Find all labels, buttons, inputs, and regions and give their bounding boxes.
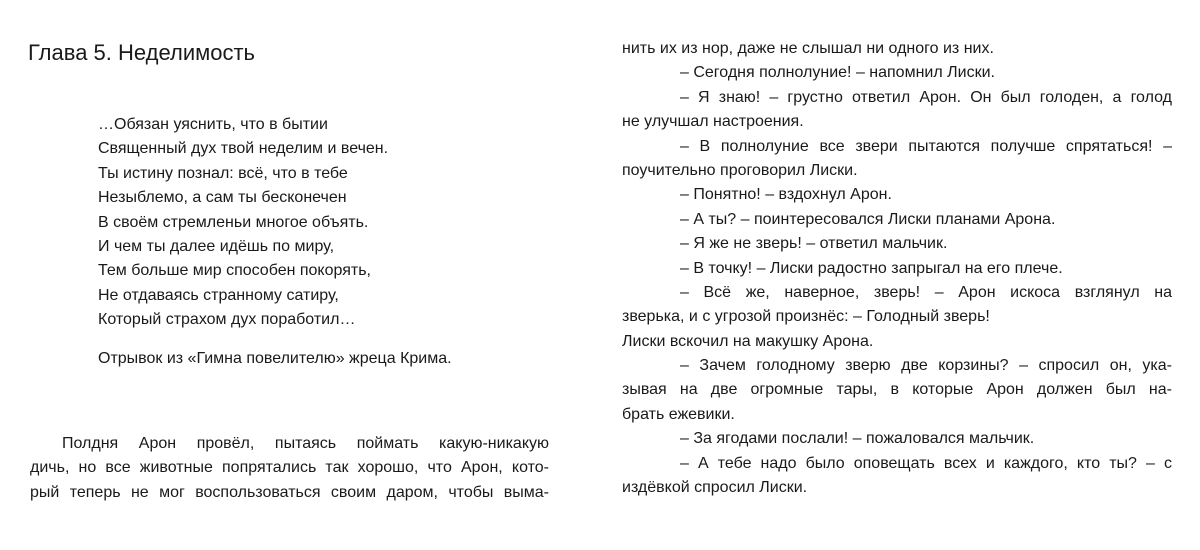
text-line: зверька, и с угрозой произнёс: – Голодный зверь! [622,308,990,326]
text-line: – Сегодня полнолуние! – напомнил Лиски. [680,64,995,82]
text-line: – Всё же, наверное, зверь! – Арон искоса взглянул на [680,283,1172,301]
text-line: Лиски вскочил на макушку Арона. [622,332,874,350]
text-line: издёвкой спросил Лиски. [622,479,808,497]
text-line: – Я же не зверь! – ответил мальчик. [680,235,948,253]
epigraph-line: И чем ты далее идёшь по миру, [98,237,335,255]
epigraph-source: Отрывок из «Гимна повелителю» жреца Крима. [98,350,452,367]
text-line: нить их из нор, даже не слышал ни одного из них. [622,40,994,57]
epigraph [98,113,388,333]
text-line: не улучшал настроения. [622,113,804,131]
epigraph-line: Незыблемо, а сам ты бесконечен [98,189,347,207]
epigraph-line: В своём стремленьи многое объять. [98,213,369,231]
text-line: брать ежевики. [622,405,735,423]
prose-line: рый теперь не мог воспользоваться своим даром, чтобы выма- [30,483,549,501]
right-page [600,0,1200,550]
text-line: – В полнолуние все звери пытаются получше спрятаться! – [680,137,1172,155]
prose-paragraph [30,432,549,505]
text-line: – Понятно! – вздохнул Арон. [680,186,892,204]
text-line: зывая на две огромные тары, в которые Арон должен был на- [622,381,1172,399]
epigraph-line: Который страхом дух поработил… [98,311,356,329]
text-line: поучительно проговорил Лиски. [622,161,858,179]
text-line: – Я знаю! – грустно ответил Арон. Он был голоден, а голод [680,88,1172,106]
chapter-title: Глава 5. Неделимость [28,40,256,65]
text-line: – А ты? – поинтересовался Лиски планами Арона. [680,210,1056,228]
dialogue-text [622,37,1172,500]
text-line: – Зачем голодному зверю две корзины? – спросил он, ука- [680,357,1172,375]
text-line: – В точку! – Лиски радостно запрыгал на его плече. [680,259,1063,277]
text-line: – За ягодами послали! – пожаловался мальчик. [680,430,1035,448]
prose-line: Полдня Арон провёл, пытаясь поймать какую-никакую [62,435,549,452]
epigraph-line: Не отдаваясь странному сатиру, [98,286,339,304]
epigraph-line: Ты истину познал: всё, что в тебе [98,164,348,182]
epigraph-line: …Обязан уяснить, что в бытии [98,116,328,133]
epigraph-line: Тем больше мир способен покорять, [98,262,371,280]
prose-line: дичь, но все животные попрятались так хорошо, что Арон, кото- [30,459,549,477]
text-line: – А тебе надо было оповещать всех и каждого, кто ты? – с [680,454,1172,472]
epigraph-line: Священный дух твой неделим и вечен. [98,140,389,158]
